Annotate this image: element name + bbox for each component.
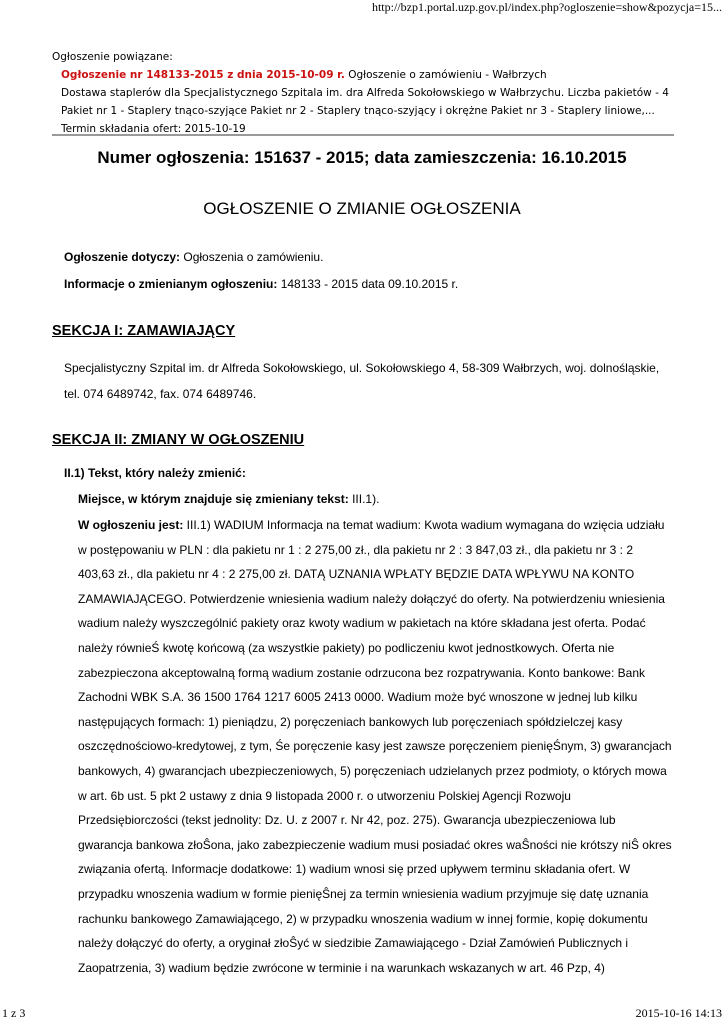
announcement-label: W ogłoszeniu jest:: [78, 518, 184, 532]
section-2-heading: SEKCJA II: ZMIANY W OGŁOSZENIU: [52, 432, 305, 448]
contracting-authority-text: Specjalistyczny Szpital im. dr Alfreda Sokołowskiego, ul. Sokołowskiego 4, 58-309 Wałbrzych, woj. dolnośląskie, tel. 074 6489742, fax. 074 6489746.: [64, 361, 660, 401]
announcement-line: należy równieŚ kwotę końcową (za wszystkie pakiety) po podliczeniu kwot jednostkowych. Oferta nie: [78, 640, 615, 655]
announcement-line: bankowych, 4) gwarancjach ubezpieczeniowych, 5) poręczeniach udzielanych przez podmioty, o których mowa: [78, 763, 667, 778]
announcement-line: związania ofertą. Informacje dodatkowe: 1) wadium wnosi się przed upływem terminu składania ofert. W: [78, 862, 631, 877]
print-timestamp: 2015-10-16 14:13: [635, 1006, 722, 1020]
related-notice-type: Ogłoszenie o zamówieniu - Wałbrzych: [344, 69, 547, 81]
announcement-line: w art. 6b ust. 5 pkt 2 ustawy z dnia 9 listopada 2000 r. o utworzeniu Polskiej Agencji Rozwoju: [78, 788, 571, 803]
announcement-line-text: III.1) WADIUM Informacja na temat wadium: Kwota wadium wymagana do wzięcia udziału: [183, 518, 665, 532]
announcement-line: ZAMAWIAJĄCEGO. Potwierdzenie wniesienia wadium należy dołączyć do oferty. Na potwierdzeniu wniesienia: [78, 591, 665, 606]
related-notice-intro: Ogłoszenie powiązane:: [52, 51, 173, 63]
announcement-line: gwarancja bankowa złoŜona, jako zabezpieczenie wadium musi posiadać okres waŜności nie krótszy niŜ okres: [78, 837, 672, 852]
horizontal-rule: [52, 134, 674, 136]
change-place-value: III.1).: [348, 492, 380, 506]
announcement-line: należy dołączyć do oferty, a oryginał złoŜyć w siedzibie Zamawiającego - Dział Zamówień Publicznych i: [78, 936, 629, 951]
related-notice-line: [61, 66, 674, 84]
page-number: 1 z 3: [2, 1006, 26, 1020]
announcement-line: Przedsiębiorczości (tekst jednolity: Dz. U. z 2007 r. Nr 42, poz. 275). Gwarancja ubezpieczeniowa lub: [78, 813, 616, 828]
related-notice-link[interactable]: Ogłoszenie nr 148133-2015 z dnia 2015-10-09 r.: [61, 69, 345, 81]
announcement-line: zabezpieczona akceptowalną formą wadium zostanie odrzucona bez rozpatrywania. Konto bankowe: Bank: [78, 665, 645, 680]
print-header-url: http://bzp1.portal.uzp.gov.pl/index.php?ogloszenie=show&pozycja=15...: [371, 0, 722, 14]
notice-concerns-value: Ogłoszenia o zamówieniu.: [180, 250, 324, 264]
announcement-line: wadium należy wyszczególnić pakiety oraz kwoty wadium w pakietach na które składana jest oferta. Podać: [78, 616, 646, 631]
announcement-line: rachunku bankowego Zamawiającego, 2) w przypadku wnoszenia wadium w innej formie, kopię dokumentu: [78, 911, 648, 926]
related-notice-subject: Dostawa staplerów dla Specjalistycznego Szpitala im. dra Alfreda Sokołowskiego w Wałbrzychu. Liczba pakietów - 4: [61, 87, 669, 99]
section-1-heading: SEKCJA I: ZAMAWIAJĄCY: [52, 323, 236, 339]
change-place: [78, 491, 379, 507]
related-notice-body: [61, 66, 674, 138]
announcement-line: przypadku wnoszenia wadium w formie pienięŜnej za termin wniesienia wadium przyjmuje się datę uznania: [78, 886, 649, 901]
related-notice-packages: Pakiet nr 1 - Staplery tnąco-szyjące Pakiet nr 2 - Staplery tnąco-szyjący i okrężne Pakiet nr 3 - Staplery liniowe,...: [61, 105, 655, 117]
related-notice-deadline: Termin składania ofert: 2015-10-19: [61, 123, 246, 135]
change-subheading: II.1) Tekst, który należy zmienić:: [64, 466, 246, 480]
changed-notice-info: [64, 276, 458, 292]
document-title: OGŁOSZENIE O ZMIANIE OGŁOSZENIA: [203, 199, 521, 218]
notice-number-heading: Numer ogłoszenia: 151637 - 2015; data zamieszczenia: 16.10.2015: [97, 148, 627, 167]
changed-notice-label: Informacje o zmienianym ogłoszeniu:: [64, 277, 278, 291]
changed-notice-value: 148133 - 2015 data 09.10.2015 r.: [277, 277, 459, 291]
announcement-line: w postępowaniu w PLN : dla pakietu nr 1 : 2 275,00 zł., dla pakietu nr 2 : 3 847,03 zł., dla pakietu nr 3 : 2: [78, 542, 634, 557]
change-place-label: Miejsce, w którym znajduje się zmieniany tekst:: [78, 492, 349, 506]
announcement-line: oszczędnościowo-kredytowej, z tym, Śe poręczenie kasy jest zawsze poręczeniem pienięŚnym, 3) gwarancjach: [78, 739, 672, 754]
announcement-line: Zaopatrzenia, 3) wadium będzie zwrócone w terminie i na warunkach wskazanych w art. 46 Pzp, 4): [78, 960, 605, 975]
notice-concerns-label: Ogłoszenie dotyczy:: [64, 250, 181, 264]
announcement-line: [78, 513, 678, 538]
announcement-line: 403,63 zł., dla pakietu nr 4 : 2 275,00 zł. DATĄ UZNANIA WPŁATY BĘDZIE DATA WPŁYWU NA KONTO: [78, 567, 635, 582]
related-notice-box: [52, 48, 674, 138]
announcement-line: następujących formach: 1) pieniądzu, 2) poręczeniach bankowych lub poręczeniach spółdzielczej kasy: [78, 714, 623, 729]
announcement-line: Zachodni WBK S.A. 36 1500 1764 1217 6005 2413 0000. Wadium może być wnoszone w jednej lub kilku: [78, 690, 638, 705]
notice-concerns: [64, 249, 323, 265]
announcement-text: [78, 513, 678, 980]
